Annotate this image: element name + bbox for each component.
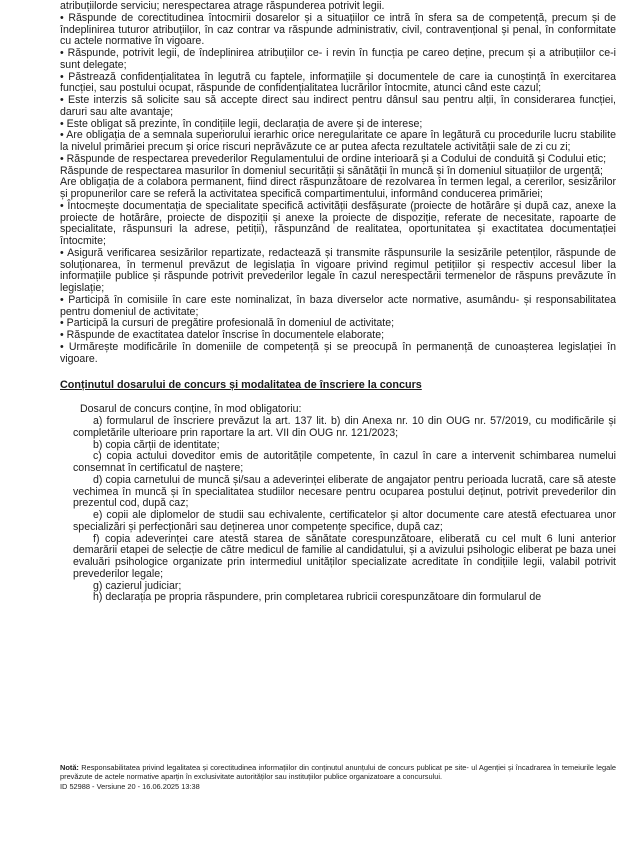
document-body (60, 1, 616, 604)
duty-item: • Are obligația de a semnala superiorului ierarhic orice neregularitate ce apare în legătură cu procedurile lucru stabilite la nivelul primăriei precum și orice riscuri neprăvăzute ce ar putea afecta rezultatele activității sale de zi cu zi; (60, 129, 616, 153)
duty-item: • Răspunde, potrivit legii, de îndeplinirea atribuțiilor ce- i revin în funcția pe careo deține, precum și a atribuțiilor ce-i sunt delegate; (60, 47, 616, 71)
duty-item: • Păstrează confidențialitatea în legutră cu faptele, informațiile și documentele de care ia cunoștință în exercitarea funcției, sau postului ocupat, răspunde de confidențialitatea lucrărilor întocmite, atunci când este cazul; (60, 70, 616, 95)
duty-item: Răspunde de respectarea masurilor în domeniul securității și sănătății în muncă și în domeniul situațiilor de urgență; (60, 164, 603, 177)
duty-item: • Urmărește modificările în domeniile de competență și se preocupă în permanență de cunoașterea legislației în vigoare. (60, 340, 616, 365)
footer-note (60, 763, 616, 781)
dossier-item: e) copii ale diplomelor de studii sau echivalente, certificatelor și altor documente care atestă efectuarea unor specializări și perfecționări sau deținerea unor competențe specifice, după caz; (73, 509, 616, 533)
dossier-list (60, 416, 616, 604)
dossier-intro: Dosarul de concurs conține, în mod obligatoriu: (80, 403, 302, 416)
duty-item: Are obligația de a colabora permanent, fiind direct răspunzătoare de rezolvarea în termen legal, a cererilor, sesizărilor și propunerilor care se referă la activitatea specifică compartimentului, informând conducerea primăriei; (60, 176, 616, 200)
dossier-item: d) copia carnetului de muncă și/sau a adeverinței eliberate de angajator pentru perioada lucrată, care să ateste vechimea în muncă și în specialitatea studiilor necesare pentru ocuparea postului deținut, potrivit prevederilor din prezentul cod, după caz; (73, 473, 616, 510)
duty-item: • Participă în comisiile în care este nominalizat, în baza diverselor acte normative, asumându- și responsabilitatea pentru domeniul de activitate; (60, 293, 616, 318)
page-footer (60, 763, 616, 791)
dossier-item: h) declarația pe propria răspundere, prin completarea rubricii corespunzătoare din formularul de (93, 591, 542, 604)
duty-item: • Este obligat să prezinte, în condițiile legii, declarația de avere și de interese; (60, 117, 423, 130)
dossier-item: c) copia actului doveditor emis de autoritățile competente, în cazul în care a intervenit schimbarea numelui consemnat în certificatul de naștere; (73, 450, 616, 474)
section-heading: Conținutul dosarului de concurs și modalitatea de înscriere la concurs (60, 379, 422, 392)
duty-item: • Întocmește documentația de specialitate specifică activității desfășurate (proiecte de hotărâre și după caz, anexe la proiecte de hotărâre, proiecte de dispoziții și anexe la proiecte de dispoziție, referate de necesitate, rapoarte de specialitate, răspunsuri la adrese, petiții), răspunzând de realitatea, oportunitatea și exactitatea documentației întocmite; (60, 199, 616, 247)
duty-item: • Răspunde de corectitudinea întocmirii dosarelor și a situațiilor ce intră în sfera sa de competență, precum și de îndeplinirea tuturor atribuțiilor, în caz contrar va răspunde administrativ, civil, contravențional și penal, în conformitate cu actele normative în vigoare. (60, 11, 616, 48)
duty-item: • Este interzis să solicite sau să accepte direct sau indirect pentru dânsul sau pentru alții, în considerarea funcției, daruri sau alte avantaje; (60, 94, 616, 118)
dossier-item: f) copia adeverinței care atestă starea de sănătate corespunzătoare, eliberată cu cel mult 6 luni anterior demarării etapei de selecție de către medicul de familie al candidatului, și a avizului psihologic eliberat pe baza unei evaluări psihologice organizate prin intermediul unităților specializate acreditate în condițiile legii, valabil potrivit prevederilor legale; (73, 532, 616, 580)
duties-list (60, 1, 616, 365)
note-text: Responsabilitatea privind legalitatea și corectitudinea informațiilor din conținutul anunțului de concurs publicat pe site- ul Agenției și încadrarea în temeiurile legale prevăzute de actele normative aparțin în exclusivitate autorităților sau instituțiilor publice organizatoare a concursului. (60, 763, 616, 781)
dossier-section (60, 404, 616, 604)
dossier-item: a) formularul de înscriere prevăzut la art. 137 lit. b) din Anexa nr. 10 din OUG nr. 57/2019, cu modificările și completările ulterioare prin raportare la art. VII din OUG nr. 121/2023; (73, 415, 616, 439)
duty-item: • Răspunde de exactitatea datelor înscrise în documentele elaborate; (60, 329, 385, 341)
duty-item: • Asigură verificarea sesizărilor repartizate, redactează și transmite răspunsurile la sesizările petenților, răspunde de soluționarea, în termenul prevăzut de legislația în vigoare privind regimul petițiilor și respectiv accesul liber la informațiile publice și răspunde potrivit prevederilor legale în cazul nerespectării termenelor de răspuns prevăzute în legislație; (60, 246, 616, 294)
document-id: ID 52988 - Versiune 20 - 16.06.2025 13:38 (60, 782, 200, 791)
dossier-item: g) cazierul judiciar; (93, 579, 182, 592)
dossier-item: b) copia cărții de identitate; (93, 438, 220, 451)
note-label: Notă: (60, 763, 79, 772)
duty-item: • Participă la cursuri de pregătire profesională în domeniul de activitate; (60, 317, 395, 330)
duty-item: atribuțiilorde serviciu; nerespectarea atrage răspunderea potrivit legii. (60, 0, 385, 12)
duty-item: • Răspunde de respectarea prevederilor Regulamentului de ordine interioară și a Codului de conduită și Codului etic; (60, 152, 607, 165)
